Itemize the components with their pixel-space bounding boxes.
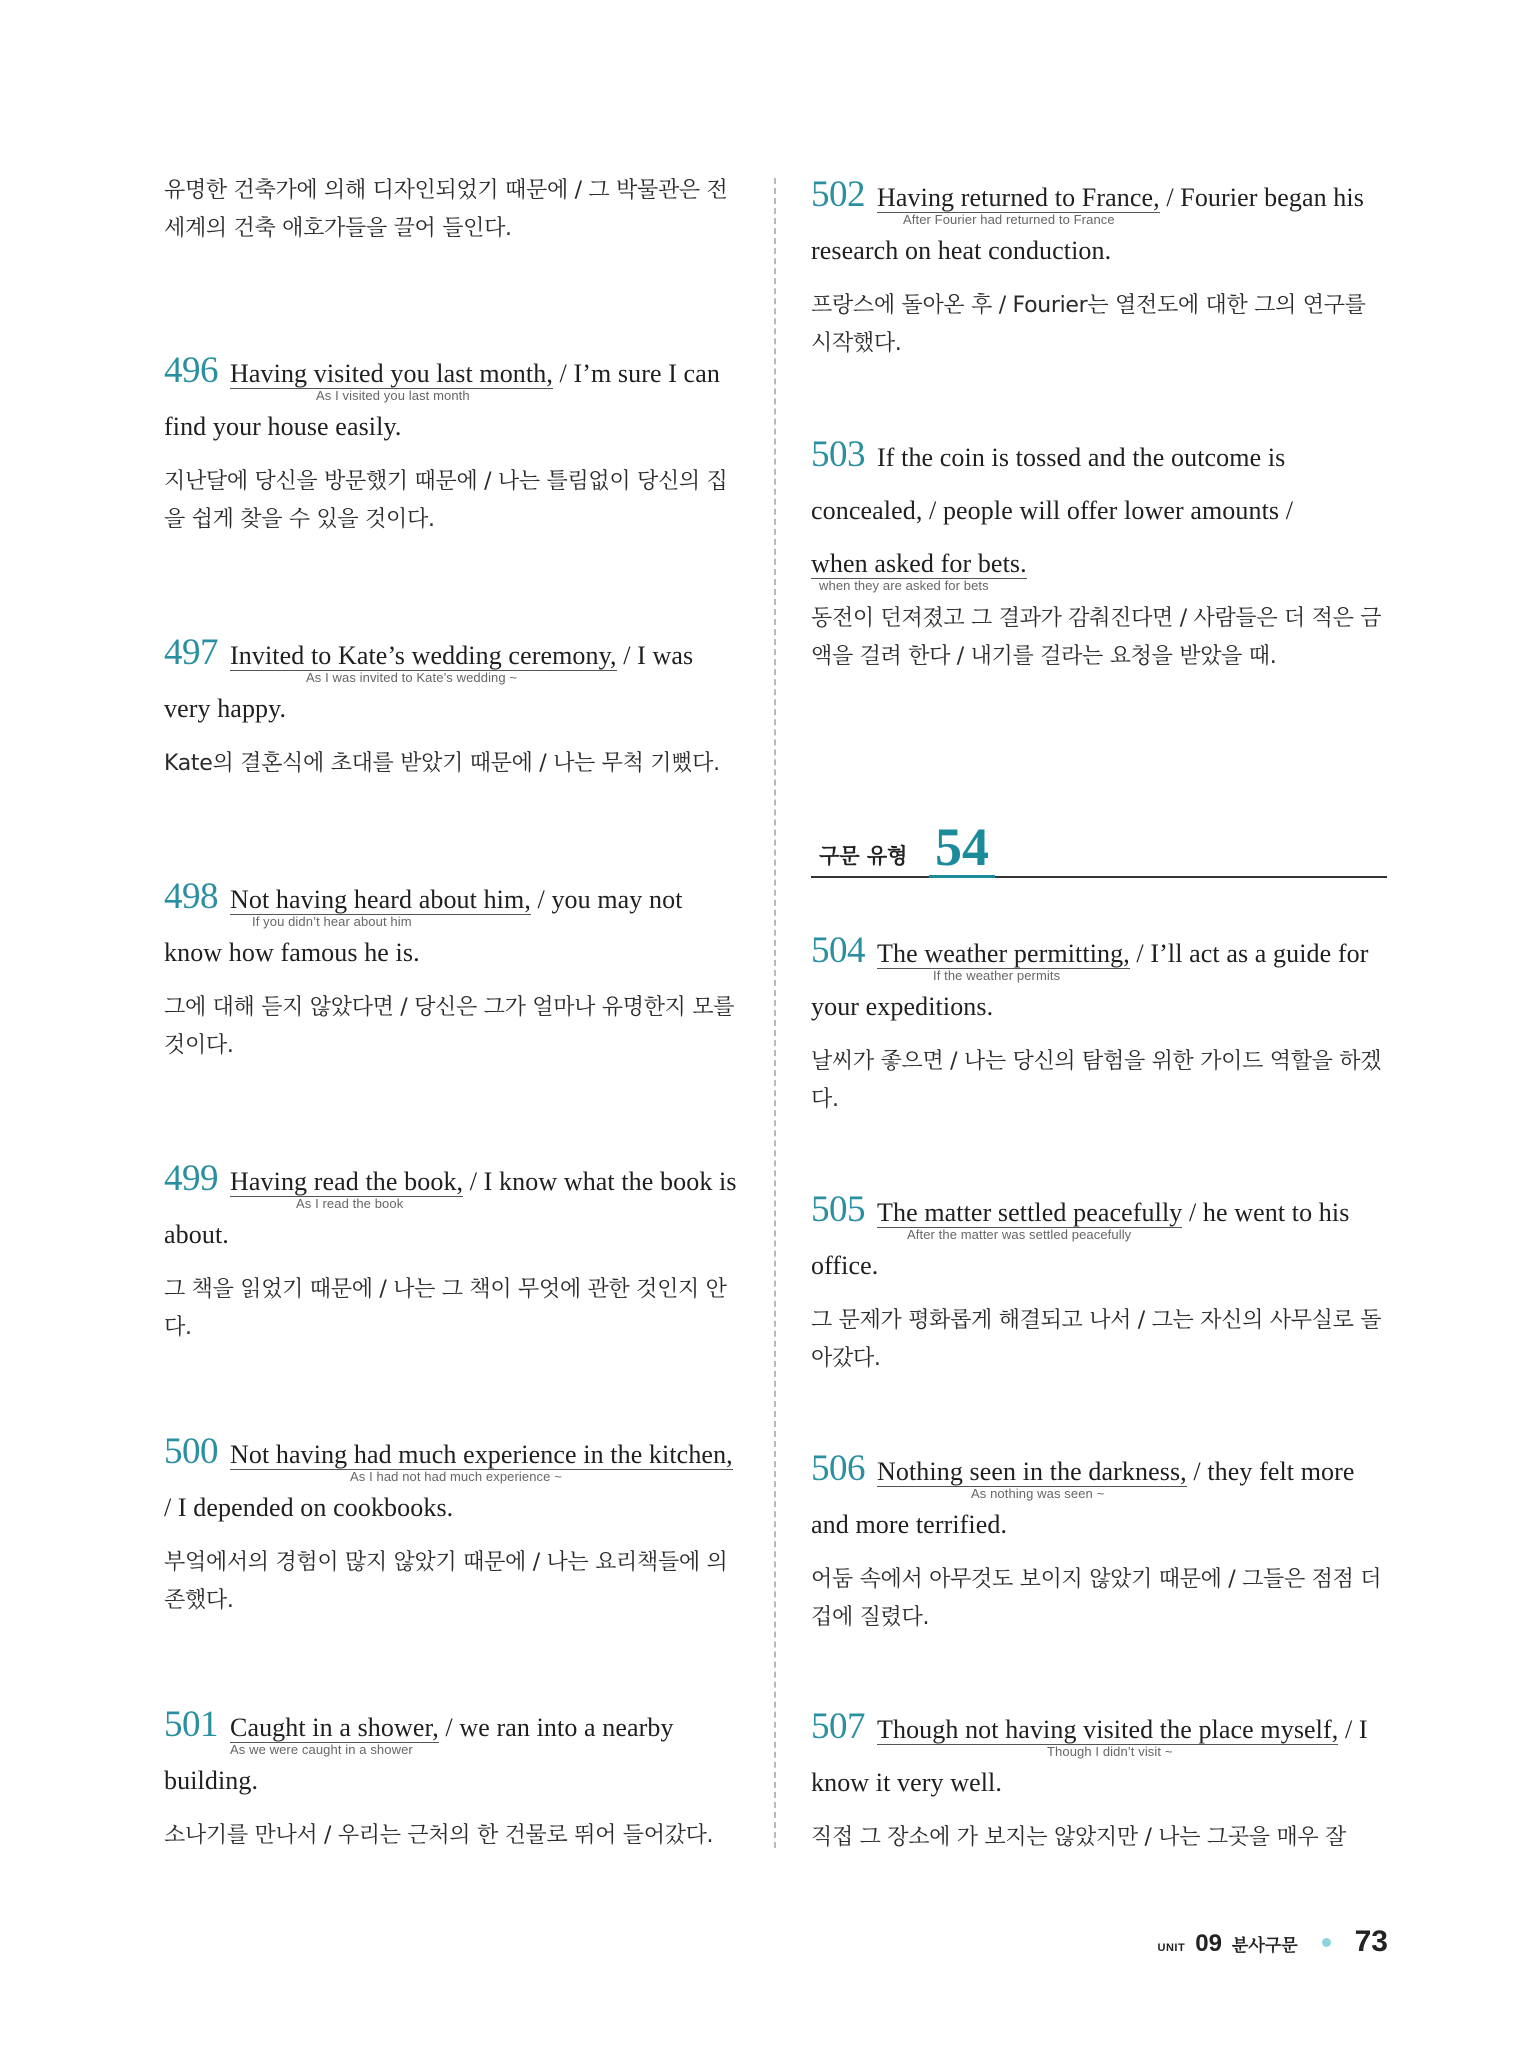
gloss-note: After the matter was settled peacefully xyxy=(907,1227,1132,1242)
entry-499 xyxy=(164,1152,744,1347)
korean-translation: 부엌에서의 경험이 많지 않았기 때문에 / 나는 요리책들에 의존했다. xyxy=(164,1550,728,1613)
unit-title: 분사구문 xyxy=(1231,1936,1298,1956)
korean-translation: 지난달에 당신을 방문했기 때문에 / 나는 틀림없이 당신의 집을 쉽게 찾을 수 있을 것이다. xyxy=(164,469,728,532)
korean-translation: 그 문제가 평화롭게 해결되고 나서 / 그는 자신의 사무실로 돌아갔다. xyxy=(811,1308,1382,1371)
english-sentence: 500 Not having had much experience in the kitchen, As I had not had much experience ~ / I depended on cookbooks. xyxy=(164,1431,733,1522)
english-sentence: 502 Having returned to France, After Fourier had returned to France / Fourier began his research on heat conduction. xyxy=(811,174,1364,265)
english-sentence: 496 Having visited you last month, As I visited you last month / I’m sure I can find your house easily. xyxy=(164,350,720,441)
entry-500 xyxy=(164,1425,744,1620)
english-sentence: 503 If the coin is tossed and the outcome is concealed, / people will offer lower amounts / when asked for bets. when they are asked for bets xyxy=(811,434,1294,593)
english-sentence: 499 Having read the book, As I read the book / I know what the book is about. xyxy=(164,1158,737,1249)
korean-translation: 유명한 건축가에 의해 디자인되었기 때문에 / 그 박물관은 전 세계의 건축 애호가들을 끌어 들인다. xyxy=(164,178,728,241)
participle-phrase: The matter settled peacefully After the matter was settled peacefully xyxy=(877,1198,1183,1242)
sentence-number: 507 xyxy=(811,1706,865,1747)
participle-phrase: Caught in a shower, As we were caught in a shower xyxy=(230,1713,439,1757)
gloss-note: As I was invited to Kate’s wedding ~ xyxy=(306,670,518,685)
korean-translation: 직접 그 장소에 가 보지는 않았지만 / 나는 그곳을 매우 잘 xyxy=(811,1825,1346,1850)
gloss-note: As I had not had much experience ~ xyxy=(350,1469,562,1484)
korean-translation: 프랑스에 돌아온 후 / Fourier는 열전도에 대한 그의 연구를 시작했다. xyxy=(811,293,1366,356)
sentence-number: 499 xyxy=(164,1158,218,1199)
bullet-dot-icon xyxy=(1322,1938,1331,1947)
entry-503 xyxy=(811,428,1387,676)
sentence-number: 505 xyxy=(811,1189,865,1230)
section-number: 54 xyxy=(929,819,995,878)
gloss-note: If the weather permits xyxy=(933,968,1061,983)
participle-phrase: Having visited you last month, As I visited you last month xyxy=(230,359,553,403)
entry-497 xyxy=(164,626,744,783)
page-footer xyxy=(1158,1925,1388,1965)
english-sentence: 505 The matter settled peacefully After the matter was settled peacefully / he went to his office. xyxy=(811,1189,1350,1280)
english-sentence: 507 Though not having visited the place myself, Though I didn’t visit ~ / I know it very well. xyxy=(811,1706,1368,1797)
participle-phrase: Nothing seen in the darkness, As nothing was seen ~ xyxy=(877,1457,1187,1501)
korean-translation: Kate의 결혼식에 초대를 받았기 때문에 / 나는 무척 기뻤다. xyxy=(164,751,720,776)
sentence-number: 501 xyxy=(164,1704,218,1745)
entry-504 xyxy=(811,924,1387,1119)
entry-498 xyxy=(164,870,744,1065)
sentence-number: 496 xyxy=(164,350,218,391)
page-number: 73 xyxy=(1354,1925,1388,1958)
participle-phrase: Having returned to France, After Fourier had returned to France xyxy=(877,183,1160,227)
sentence-number: 503 xyxy=(811,434,865,475)
korean-translation: 그 책을 읽었기 때문에 / 나는 그 책이 무엇에 관한 것인지 안다. xyxy=(164,1277,727,1340)
sentence-number: 498 xyxy=(164,876,218,917)
entry-505 xyxy=(811,1183,1387,1378)
column-divider xyxy=(774,178,776,1848)
participle-phrase: when asked for bets. when they are asked for bets xyxy=(811,549,1027,593)
pattern-section-header xyxy=(811,816,1387,878)
english-sentence: 498 Not having heard about him, If you didn’t hear about him / you may not know how famous he is. xyxy=(164,876,683,967)
gloss-note: Though I didn’t visit ~ xyxy=(1047,1744,1173,1759)
sentence-number: 497 xyxy=(164,632,218,673)
gloss-note: As we were caught in a shower xyxy=(230,1742,413,1757)
english-sentence: 497 Invited to Kate’s wedding ceremony, As I was invited to Kate’s wedding ~ / I was very happy. xyxy=(164,632,694,723)
participle-phrase: The weather permitting, If the weather permits xyxy=(877,939,1130,983)
korean-translation: 소나기를 만나서 / 우리는 근처의 한 건물로 뛰어 들어갔다. xyxy=(164,1823,714,1848)
sentence-number: 504 xyxy=(811,930,865,971)
participle-phrase: Having read the book, As I read the book xyxy=(230,1167,464,1211)
english-sentence: 506 Nothing seen in the darkness, As nothing was seen ~ / they felt more and more terrified. xyxy=(811,1448,1355,1539)
participle-phrase: Invited to Kate’s wedding ceremony, As I was invited to Kate’s wedding ~ xyxy=(230,641,617,685)
english-sentence: 501 Caught in a shower, As we were caught in a shower / we ran into a nearby building. xyxy=(164,1704,674,1795)
gloss-note: when they are asked for bets xyxy=(819,578,989,593)
entry-496 xyxy=(164,344,744,539)
unit-label: UNIT xyxy=(1157,1942,1186,1954)
gloss-note: As nothing was seen ~ xyxy=(971,1486,1105,1501)
unit-number: 09 xyxy=(1195,1930,1222,1957)
sentence-number: 502 xyxy=(811,174,865,215)
entry-501 xyxy=(164,1698,744,1855)
section-label: 구문 유형 xyxy=(819,844,908,868)
sentence-number: 506 xyxy=(811,1448,865,1489)
gloss-note: As I visited you last month xyxy=(316,388,470,403)
gloss-note: After Fourier had returned to France xyxy=(903,212,1115,227)
entry-495-continuation xyxy=(164,172,744,248)
korean-translation: 그에 대해 듣지 않았다면 / 당신은 그가 얼마나 유명한지 모를 것이다. xyxy=(164,995,735,1058)
gloss-note: If you didn’t hear about him xyxy=(252,914,412,929)
korean-translation: 날씨가 좋으면 / 나는 당신의 탐험을 위한 가이드 역할을 하겠다. xyxy=(811,1049,1382,1112)
english-sentence: 504 The weather permitting, If the weather permits / I’ll act as a guide for your expeditions. xyxy=(811,930,1369,1021)
entry-507 xyxy=(811,1700,1387,1857)
participle-phrase: Not having had much experience in the kitchen, As I had not had much experience ~ xyxy=(230,1440,733,1484)
sentence-number: 500 xyxy=(164,1431,218,1472)
gloss-note: As I read the book xyxy=(296,1196,404,1211)
korean-translation: 어둠 속에서 아무것도 보이지 않았기 때문에 / 그들은 점점 더 겁에 질렸다. xyxy=(811,1567,1382,1630)
korean-translation: 동전이 던져졌고 그 결과가 감춰진다면 / 사람들은 더 적은 금액을 걸려 한다 / 내기를 걸라는 요청을 받았을 때. xyxy=(811,606,1382,669)
participle-phrase: Though not having visited the place myself, Though I didn’t visit ~ xyxy=(877,1715,1339,1759)
entry-502 xyxy=(811,168,1387,363)
participle-phrase: Not having heard about him, If you didn’t hear about him xyxy=(230,885,531,929)
entry-506 xyxy=(811,1442,1387,1637)
